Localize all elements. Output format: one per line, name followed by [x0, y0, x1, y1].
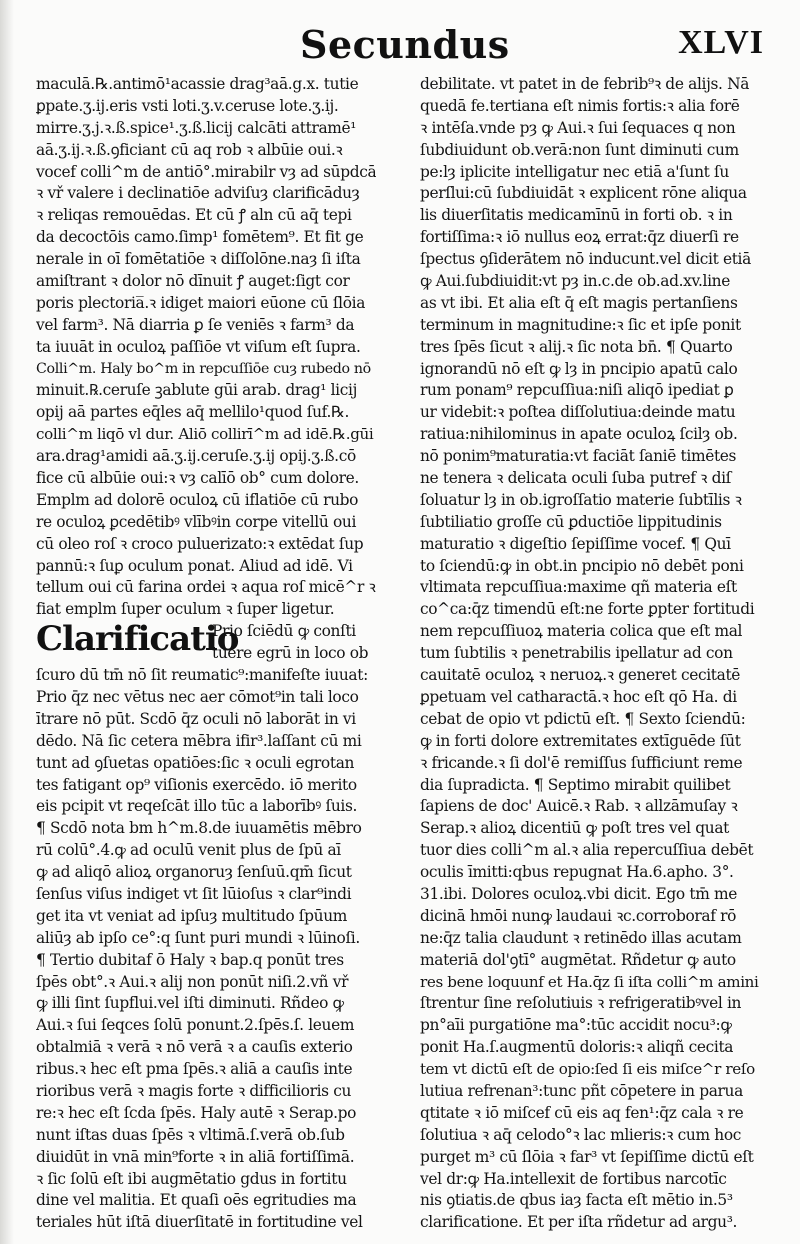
text-line: rioribus verā ꝛ magis forte ꝛ difficilioris cu	[36, 1081, 352, 1100]
text-line: ne tenera ꝛ delicata oculi ſuba putref ꝛ diſ	[420, 469, 732, 488]
text-line: qtitate ꝛ iō miſcef cū eis aq fen¹:q̄z cala ꝛ re	[420, 1103, 744, 1122]
text-line: co^ca:q̄z timendū eſt:ne forte ꝑpter fortitudi	[420, 600, 755, 619]
text-line: dia ſupradicta. ¶ Septimo mirabit quilibet	[420, 775, 731, 794]
text-line: 31.ibi. Dolores oculoꝝ.vbi dicit. Ego tm̄ me	[420, 884, 737, 903]
text-line: cebat de opio vt pdictū eſt. ¶ Sexto ſciendū:	[420, 709, 746, 728]
text-line: ꝙ ad aliqō alioꝝ organoruȝ ſenſuū.qm̄ ſicut	[36, 863, 352, 882]
text-line: ta iuuāt in oculoꝝ paſſiōe vt viſum eſt ſupra.	[36, 337, 361, 356]
text-line: fortiſſima:ꝛ iō nullus eoꝝ errat:q̄z diuerſi re	[420, 228, 739, 247]
text-line: vocef colli^m de antiō°.mirabilr vȝ ad sūpdcā	[36, 162, 376, 181]
text-line: ꝛ intēſa.vnde pȝ ꝙ Aui.ꝛ ſui ſequaces q non	[420, 118, 736, 137]
text-line: ītrare nō pūt. Scdō q̄z oculi nō laborāt in vi	[36, 709, 356, 728]
text-line: ſenſus viſus indiget vt ſit lūioſus ꝛ clar⁹indi	[36, 884, 352, 903]
text-line: tuere egrū in loco ob	[212, 644, 369, 663]
text-line: ſoluatur lȝ in ob.igroſſatio materie ſubtīlis ꝛ	[420, 490, 742, 509]
text-line: ſubtiliatio groſſe cū ꝑductiōe lippitudinis	[420, 512, 722, 531]
text-line: ratiua:nihilominus in apate oculoꝝ ſcilȝ ob.	[420, 425, 738, 444]
text-line: as vt ibi. Et alia eſt q̄ eſt magis pertanſiens	[420, 293, 738, 312]
text-line: aā.ʒ.ij.ꝛ.ß.ꝯficiant cū aq rob ꝛ albūie oui.ꝛ	[36, 140, 343, 159]
text-line: perſlui:cū ſubdiuidāt ꝛ explicent rōne aliqua	[420, 184, 747, 203]
text-line: aliūȝ ab ipſo ce°:q ſunt puri mundi ꝛ lūinoſi.	[36, 928, 360, 947]
text-line: ſpēs obt°.ꝛ Aui.ꝛ alij non ponūt niſi.2.vñ vř	[36, 972, 349, 991]
text-line: ꝛ fricande.ꝛ ſi dol'ē remiſſus ſufficiunt reme	[420, 753, 743, 772]
text-line: purget m³ cū ſlōia ꝛ far³ vt ſepiſſime dictū eſt	[420, 1147, 754, 1166]
text-line: maturatio ꝛ digeſtio ſepiſſime vocef. ¶ Quī	[420, 534, 731, 553]
text-line: Prio ſciēdū ꝙ conſti	[212, 622, 356, 641]
text-line: da decoctōis camo.ſimp¹ fomētem⁹. Et fit ge	[36, 228, 364, 247]
text-line: obtalmiā ꝛ verā ꝛ nō verā ꝛ a cauſis exterio	[36, 1038, 353, 1057]
running-title: Secundus	[300, 22, 510, 67]
text-line: rum ponam⁹ repcuſſiua:niſi aliqō ipediat ꝑ	[420, 381, 734, 400]
text-line: nerale in oī fomētatiōe ꝛ diſſolōne.naȝ ſi iſta	[36, 250, 361, 269]
text-line: Serap.ꝛ alioꝝ dicentiū ꝙ poſt tres vel quat	[420, 819, 729, 838]
text-line: ꝙ Aui.ſubdiuidit:vt pȝ in.c.de ob.ad.xv.line	[420, 272, 730, 291]
text-line: dēdo. Nā ſic cetera mēbra ifir³.laſſant cū mi	[36, 731, 362, 750]
text-line: ꝙ in forti dolore extremitates extīguēde ſūt	[420, 731, 741, 750]
text-line: poris plectoria̅.ꝛ idiget maiori eūone cū ſlōia	[36, 293, 366, 312]
text-line: nis ꝯtiatis.de qbus iaȝ facta eſt mētio in.5³	[420, 1191, 733, 1210]
text-line: maculā.℞.antimō¹acassie drag³aā.g.x. tutie	[36, 75, 359, 93]
text-line: ꝛ ſic ſolū eſt ibi augmētatio gdus in fortitu	[36, 1169, 347, 1188]
text-line: ribus.ꝛ hec eſt pma ſpēs.ꝛ aliā a cauſis inte	[36, 1060, 353, 1079]
text-line: ꝛ reliqas remouēdas. Et cū ꝭ aln cū aq̄ tepi	[36, 206, 352, 225]
text-line: ¶ Tertio dubitaf ō Haly ꝛ bap.q ponūt tres	[36, 950, 344, 969]
text-line: ꝛ vř valere i declinatiōe adviſuȝ clarificāduȝ	[36, 184, 360, 203]
text-line: fiat emplm ſuper oculum ꝛ ſuper ligetur.	[36, 600, 335, 619]
text-line: ꝑpate.ʒ.ij.eris vsti loti.ʒ.v.ceruse lote.ʒ.ij.	[36, 96, 339, 115]
text-line: debilitate. vt patet in de febrib⁹ꝛ de alijs. Nā	[420, 75, 750, 93]
text-line: to ſciendū:ꝙ in obt.in pncipio nō debēt poni	[420, 556, 744, 575]
text-line: cauitatē oculoꝝ ꝛ neruoꝝ.ꝛ generet cecitatē	[420, 666, 741, 685]
text-line: ꝑpetuam vel catharactā.ꝛ hoc eſt qō Ha. di	[420, 687, 737, 706]
text-line: cū oleo roſ ꝛ croco puluerizato:ꝛ extēdat ſup	[36, 534, 364, 553]
text-line: lutiua refrenan³:tunc pñt cōpetere in parua	[420, 1081, 743, 1100]
text-line: dine vel malitia. Et quaſi oēs egritudies ma	[36, 1191, 357, 1210]
text-line: re:ꝛ hec eſt ſcda ſpēs. Haly autē ꝛ Serap.po	[36, 1103, 357, 1122]
text-line: pn°aīi purgatiōne ma°:tūc accidit nocu³:ꝙ	[420, 1016, 732, 1035]
text-line: dicinā hmōi nunꝙ laudaui ꝛc.corroboraf rō	[420, 906, 737, 925]
text-line: lis diuerſitatis medicamīnū in forti ob. ꝛ in	[420, 206, 733, 225]
left-column	[36, 74, 376, 1234]
text-line: vel dr:ꝙ Ha.intellexit de fortibus narcotīc	[420, 1169, 727, 1188]
text-line: diuidūt in vnā min⁹forte ꝛ in aliā fortiſſimā.	[36, 1147, 355, 1166]
text-line: tem vt dictū eſt de opio:ſed ſi eis miſce^r reſo	[420, 1060, 755, 1079]
text-line: tunt ad ꝯſuetas opatiōes:ſic ꝛ oculi egrotan	[36, 753, 355, 772]
text-line: pe:lȝ iplicite intelligatur nec etiā a'ſunt ſu	[420, 162, 729, 181]
text-line: ¶ Scdō nota bm h^m.8.de iuuamētis mēbro	[36, 819, 362, 838]
text-line: ſcuro dū tm̄ nō ſit reumatic⁹:manifeſte iuuat:	[36, 666, 368, 685]
text-line: ignorandū nō eſt ꝙ lȝ in pncipio apatū calo	[420, 359, 738, 378]
text-line: res bene loquunf et Ha.q̄z ſi iſta colli^m amini	[420, 972, 759, 991]
text-line: nunt iſtas duas ſpēs ꝛ vltimā.ſ.verā ob.ſub	[36, 1125, 345, 1144]
text-line: minuit.℞.ceruſe ꝫablute gūi arab. drag¹ licij	[36, 381, 358, 400]
text-line: ꝙ illi ſint ſupflui.vel iſti diminuti. Rñdeo ꝙ	[36, 994, 344, 1013]
text-line: Colli^m. Haly bo^m in repcuſſiōe cuȝ rubedo nō	[36, 360, 371, 377]
text-line: colli^m liqō vl dur. Aliō collirī^m ad idē.℞.gūi	[36, 425, 374, 444]
text-line: ſpectus ꝯſiderātem nō inducunt.vel dicit etiā	[420, 250, 751, 269]
text-line: re oculoꝝ ꝑcedētibꝰ vlībꝰin corpe vitellū oui	[36, 512, 357, 531]
page-edge-shadow	[0, 0, 14, 1244]
text-line: opij aā partes eq̄les aq̄ mellilo¹quod ſuf.℞.	[36, 403, 350, 422]
text-line: ur videbit:ꝛ poſtea diſſolutiua:deinde matu	[420, 403, 736, 422]
text-line: oculis īmitti:qbus repugnat Ha.6.apho. 3°.	[420, 863, 734, 882]
text-line: ara.drag¹amidi aā.ʒ.ij.ceruſe.ʒ.ij opij.ʒ.ß.cō	[36, 447, 356, 466]
text-line: nem repcuſſiuoꝝ materia colica que eſt mal	[420, 622, 743, 641]
text-line: ſubdiuidunt ob.verā:non ſunt diminuti cum	[420, 140, 739, 159]
folio-number: XLVI	[678, 24, 764, 61]
text-line: ponit Ha.ſ.augmentū doloris:ꝛ aliqñ cecita	[420, 1038, 734, 1057]
text-line: tum ſubtilis ꝛ penetrabilis ipellatur ad con	[420, 644, 733, 663]
text-line: ſtrentur ſine reſolutiuis ꝛ refrigeratibꝰvel in	[420, 994, 742, 1013]
text-line: tuor dies colli^m al.ꝛ alia repercuſſiua debēt	[420, 841, 754, 860]
text-line: vel farm³. Nā diarria ꝑ ſe veniēs ꝛ farm³ da	[36, 315, 355, 334]
text-line: terminum in magnitudine:ꝛ ſic et ipſe ponit	[420, 315, 741, 334]
text-line: ne:q̄z talia claudunt ꝛ retinēdo illas acutam	[420, 928, 742, 947]
text-line: tes fatigant op⁹ viſionis exercēdo. iō merito	[36, 775, 357, 794]
right-column-text	[420, 74, 760, 1234]
text-line: tellum oui cū farina ordei ꝛ aqua roſ micē^r ꝛ	[36, 578, 376, 597]
left-column-text	[36, 74, 376, 621]
text-line: Aui.ꝛ ſui ſeqces ſolū ponunt.2.ſpēs.ſ. leuem	[36, 1016, 355, 1035]
text-line: tres ſpēs ſicut ꝛ alij.ꝛ ſic nota bn̄. ¶ Quarto	[420, 337, 733, 356]
text-line: fice cū albūie oui:ꝛ vȝ calīō ob° cum dolore.	[36, 469, 359, 488]
text-line: rū colū°.4.ꝙ ad oculū venit plus de ſpū aī	[36, 841, 341, 860]
text-line: vltimata repcuſſiua:maxime qñ materia eſt	[420, 578, 737, 597]
text-line: pannū:ꝛ ſuꝑ oculum ponat. Aliud ad idē. Vi	[36, 556, 353, 575]
text-line: nō ponim⁹maturatia:vt faciāt ſaniē timētes	[420, 447, 737, 466]
text-line: ſolutiua ꝛ aq̄ celodo°ꝛ lac mlieris:ꝛ cum hoc	[420, 1125, 742, 1144]
text-line: ſapiens de doc' Auicē.ꝛ Rab. ꝛ allzāmuſay ꝛ	[420, 797, 738, 816]
text-line: get ita vt veniat ad ipſuȝ multitudo ſpūum	[36, 906, 348, 925]
left-column-text-continued	[36, 665, 376, 1234]
right-column	[420, 74, 760, 1234]
text-line: quedā fe.tertiana eſt nimis fortis:ꝛ alia forē	[420, 96, 740, 115]
text-line: clarificatione. Et per iſta rñdetur ad argu³.	[420, 1213, 738, 1232]
text-line: amiſtrant ꝛ dolor nō dīnuit ꝭ auget:ſigt cor	[36, 272, 350, 291]
text-line: Emplm ad dolorē oculoꝝ cū iflatiōe cū rubo	[36, 490, 359, 509]
text-line: eis pcipit vt reqeſcāt illo tūc a laborībꝰ ſuis.	[36, 797, 358, 816]
text-line: mirre.ʒ.j.ꝛ.ß.spice¹.ʒ.ß.licij calcāti attramē¹	[36, 118, 357, 137]
text-line: Prio q̄z nec vētus nec aer cōmot⁹in tali loco	[36, 687, 359, 706]
clarificatio-heading: Clarificatio	[36, 619, 239, 660]
text-line: materiā dol'ꝯtī° augmētat. Rñdetur ꝙ auto	[420, 950, 736, 969]
text-line: teriales hūt iſtā diuerſitatē in fortitudine vel	[36, 1213, 363, 1232]
